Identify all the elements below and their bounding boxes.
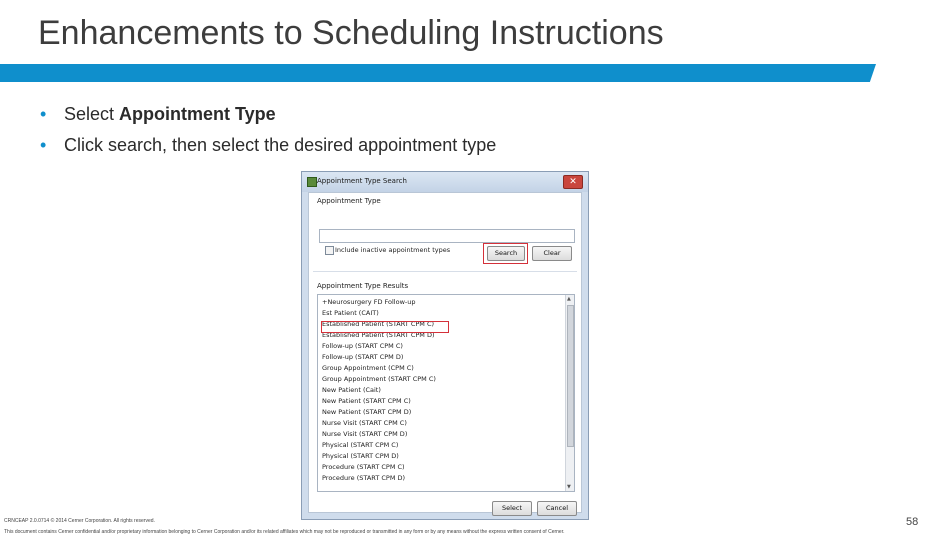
list-item-selected[interactable]: Established Patient (START CPM C) (322, 320, 435, 328)
list-item[interactable]: New Patient (Cait) (322, 386, 381, 394)
list-item[interactable]: Follow-up (START CPM D) (322, 353, 404, 361)
bullet-item-select-type (38, 102, 496, 133)
list-item[interactable]: Procedure (START CPM C) (322, 463, 405, 471)
bullet-bold-text: Appointment Type (119, 104, 276, 124)
list-item[interactable]: +Neurosurgery FD Follow-up (322, 298, 416, 306)
appointment-type-label: Appointment Type (317, 197, 381, 205)
list-item[interactable]: Nurse Visit (START CPM C) (322, 419, 407, 427)
appointment-type-input[interactable] (319, 229, 575, 243)
cancel-button[interactable]: Cancel (537, 501, 577, 516)
list-item[interactable]: Nurse Visit (START CPM D) (322, 430, 408, 438)
select-button[interactable]: Select (492, 501, 532, 516)
dialog-body (308, 192, 582, 513)
list-item[interactable]: Group Appointment (CPM C) (322, 364, 414, 372)
list-item[interactable]: Est Patient (CAIT) (322, 309, 379, 317)
list-item[interactable]: New Patient (START CPM C) (322, 397, 411, 405)
appointment-type-results-list[interactable] (317, 294, 575, 492)
search-button[interactable]: Search (487, 246, 525, 261)
appointment-type-search-dialog (301, 171, 589, 520)
bullet-text: Select (64, 104, 120, 124)
bullet-dot-icon: • (40, 135, 47, 155)
app-icon (307, 177, 317, 187)
close-icon[interactable]: ✕ (563, 175, 583, 189)
list-item[interactable]: Established Patient (START CPM D) (322, 331, 435, 339)
bullet-list (38, 102, 496, 164)
clear-button[interactable]: Clear (532, 246, 572, 261)
list-item[interactable]: Physical (START CPM D) (322, 452, 399, 460)
list-item[interactable]: Follow-up (START CPM C) (322, 342, 403, 350)
scroll-thumb[interactable] (567, 305, 574, 447)
bullet-item-click-search (38, 133, 496, 164)
dialog-title: Appointment Type Search (317, 177, 407, 185)
results-label: Appointment Type Results (317, 282, 409, 290)
results-scrollbar[interactable] (565, 295, 574, 491)
scroll-down-icon[interactable]: ▼ (567, 484, 571, 490)
footer-legal-notice: This document contains Cerner confidential and/or proprietary information belonging to Cerner Corporation and/or its related affiliates which may not be reproduced or transmitted in any form or by any means without the express written consent of Cerner. (4, 529, 565, 535)
list-item[interactable]: Procedure (START CPM D) (322, 474, 406, 482)
bullet-text: Click search, then select the desired appointment type (64, 135, 497, 155)
include-inactive-label: Include inactive appointment types (335, 246, 451, 254)
scroll-up-icon[interactable]: ▲ (567, 296, 571, 302)
section-divider (313, 271, 577, 272)
bullet-dot-icon: • (40, 104, 47, 124)
list-item[interactable]: New Patient (START CPM D) (322, 408, 412, 416)
include-inactive-checkbox[interactable] (325, 246, 334, 255)
selected-row-highlight (321, 321, 449, 333)
slide-title: Enhancements to Scheduling Instructions (38, 14, 664, 52)
footer-copyright: CRNCEAP 2.0.0714 © 2014 Cerner Corporation. All rights reserved. (4, 518, 155, 524)
dialog-titlebar[interactable] (302, 172, 588, 192)
list-item[interactable]: Group Appointment (START CPM C) (322, 375, 436, 383)
page-number: 58 (906, 516, 919, 528)
title-accent-band (0, 64, 876, 82)
list-item[interactable]: Physical (START CPM C) (322, 441, 399, 449)
